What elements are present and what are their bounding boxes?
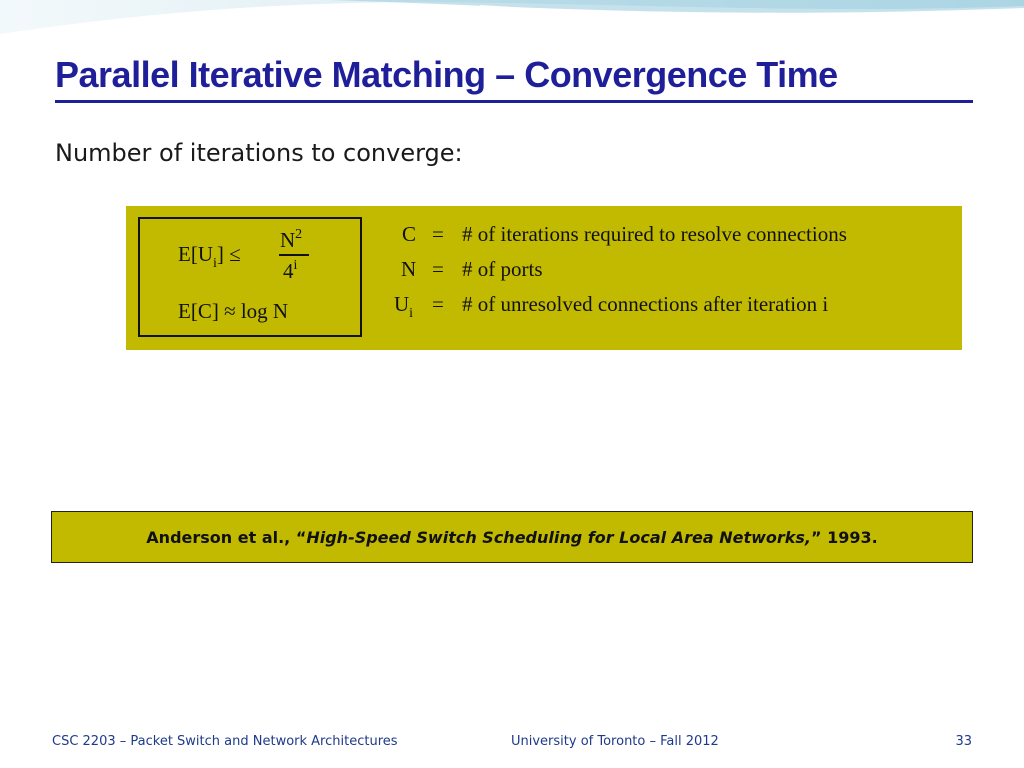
definition-equals: = [432,257,444,281]
definition-equals: = [432,222,444,246]
definition-symbol [394,292,414,321]
definition-text: # of unresolved connections after iteration i [462,292,829,316]
formula-panel [126,206,962,350]
formula-expected-unresolved [178,242,241,271]
definition-symbol: N [401,257,417,281]
formula-1-den-sup: i [293,258,298,273]
formula-1-den: 4 [283,259,294,283]
citation-title: High-Speed Switch Scheduling for Local Area Networks, [306,527,811,547]
formula-1-close: ] ≤ [216,242,241,266]
definition-symbol: C [402,222,417,246]
header-wave-decoration [0,0,1024,60]
definition-text: # of ports [462,257,543,281]
footer-course: CSC 2203 – Packet Switch and Network Architectures [52,734,398,749]
formula-1-numerator [280,228,302,253]
definition-equals: = [432,292,444,316]
formula-1-denominator [283,259,297,284]
definition-text: # of iterations required to resolve connections [462,222,847,246]
definition-symbol-letter: U [394,292,410,316]
fraction-bar [279,254,309,256]
citation-year: ” 1993. [811,527,878,547]
formula-box [138,217,362,337]
definition-symbol-subscript: i [409,306,414,321]
footer-institution: University of Toronto – Fall 2012 [511,734,719,749]
title-underline [55,100,973,103]
slide-title: Parallel Iterative Matching – Convergence Time [55,54,838,95]
citation-authors: Anderson et al., “ [146,527,307,547]
formula-1-lhs: E[U [178,242,213,266]
footer-page-number: 33 [955,734,972,749]
formula-1-num: N [280,228,296,252]
formula-expected-iterations: E[C] ≈ log N [178,299,289,323]
formula-1-subscript: i [213,256,217,271]
citation-box [51,511,973,563]
formula-1-num-sup: 2 [295,227,303,242]
slide-subtitle: Number of iterations to converge: [55,139,463,167]
